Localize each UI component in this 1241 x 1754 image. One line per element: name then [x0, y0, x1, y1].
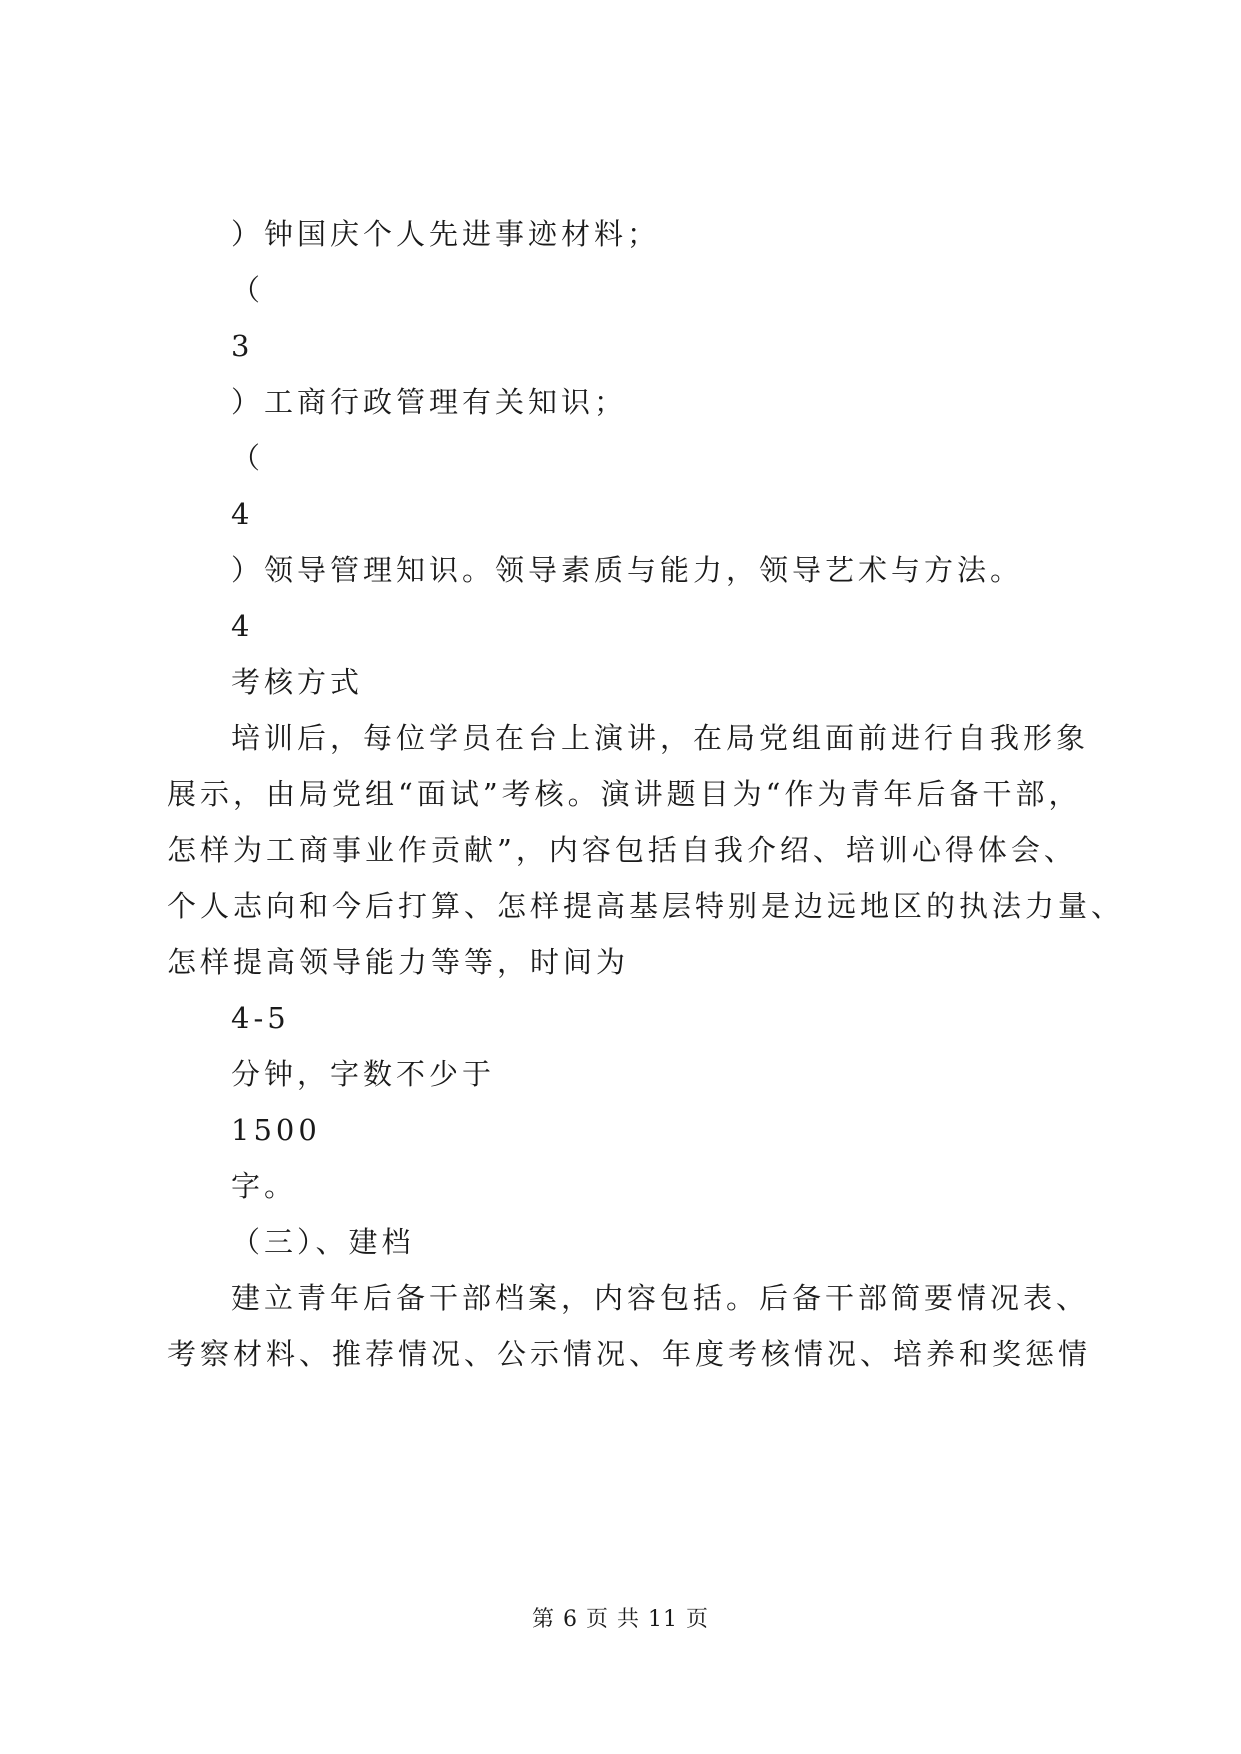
text-line: ）钟国庆个人先进事迹材料； [231, 217, 661, 251]
text-line: （ [231, 441, 265, 475]
section-heading: （三）、建档 [231, 1225, 415, 1259]
text-line: 4-5 [231, 1001, 290, 1035]
text-line: ）领导管理知识。领导素质与能力，领导艺术与方法。 [231, 553, 1024, 587]
text-line: 建立青年后备干部档案，内容包括。后备干部简要情况表、 [231, 1281, 1090, 1315]
text-line: 分钟，字数不少于 [231, 1057, 496, 1091]
text-line: 3 [231, 329, 254, 363]
text-line: 4 [231, 497, 254, 531]
text-line: 个人志向和今后打算、怎样提高基层特别是边远地区的执法力量、 [167, 889, 1125, 923]
text-line: 展示，由局党组“面试”考核。演讲题目为“作为青年后备干部， [167, 777, 1082, 811]
text-line: 培训后，每位学员在台上演讲，在局党组面前进行自我形象 [231, 721, 1090, 755]
text-line: 怎样提高领导能力等等，时间为 [167, 945, 630, 979]
text-line: 怎样为工商事业作贡献”，内容包括自我介绍、培训心得体会、 [167, 833, 1077, 867]
section-heading: 考核方式 [231, 665, 364, 699]
text-line: 4 [231, 609, 254, 643]
text-line: 字。 [231, 1169, 298, 1203]
text-line: ）工商行政管理有关知识； [231, 385, 628, 419]
text-line: 1500 [231, 1113, 321, 1147]
text-line: （ [231, 273, 265, 307]
text-line: 考察材料、推荐情况、公示情况、年度考核情况、培养和奖惩情 [167, 1337, 1092, 1371]
page-number-footer: 第 6 页 共 11 页 [532, 1607, 709, 1632]
